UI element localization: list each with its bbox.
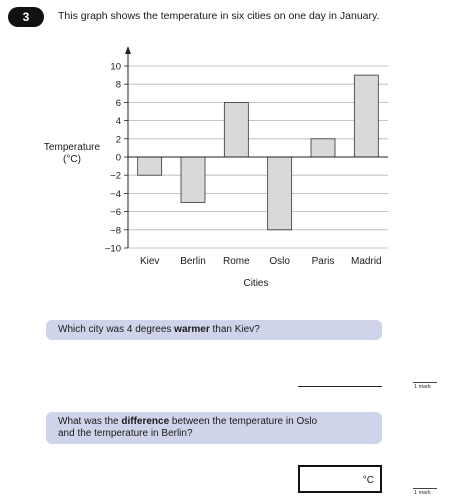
y-tick-label: 4	[115, 116, 121, 128]
y-axis-label-line2: (°C)	[63, 154, 81, 165]
q1-suffix: than Kiev?	[209, 324, 260, 335]
y-tick-label: 10	[110, 61, 121, 73]
question-1-prompt	[46, 320, 382, 340]
y-tick-label: −2	[110, 170, 121, 182]
bar-oslo	[268, 157, 292, 230]
q1-prefix: Which city was 4 degrees	[58, 324, 175, 335]
chart-y-tick-labels	[105, 62, 121, 255]
chart-bars	[138, 75, 379, 230]
chart-axes	[124, 46, 388, 248]
q1-mark-label: 1 mark	[414, 384, 431, 390]
q2-line1-suffix: between the temperature in Oslo	[169, 416, 318, 427]
y-tick-label: −4	[110, 188, 121, 200]
q2-mark-line	[413, 488, 437, 489]
q2-bold-word: difference	[121, 416, 170, 427]
question-2-prompt	[46, 412, 382, 444]
y-tick-label: −6	[110, 207, 121, 219]
q1-mark-line	[413, 382, 437, 383]
q2-mark-label: 1 mark	[414, 490, 431, 496]
bar-rome	[224, 102, 248, 157]
y-tick-label: 6	[115, 97, 121, 109]
bar-paris	[311, 139, 335, 157]
x-axis-label: Cities	[243, 278, 269, 289]
q2-unit-label: °C	[362, 475, 374, 486]
y-tick-label: 0	[115, 152, 121, 164]
question-number-badge: 3	[8, 7, 44, 27]
q1-answer-line[interactable]	[298, 386, 382, 387]
y-tick-label: 2	[115, 134, 121, 146]
q2-answer-box[interactable]	[298, 465, 382, 493]
q1-bold-word: warmer	[174, 324, 210, 335]
bar-madrid	[354, 75, 378, 157]
y-tick-label: −10	[104, 243, 121, 255]
y-axis-label	[38, 142, 106, 166]
x-tick-label: Oslo	[269, 256, 290, 267]
y-axis-arrowhead	[125, 46, 131, 54]
x-tick-label: Madrid	[351, 256, 382, 267]
y-tick-label: 8	[115, 79, 121, 91]
x-tick-label: Kiev	[139, 256, 160, 267]
y-tick-label: −8	[110, 225, 121, 237]
chart-x-tick-labels	[140, 256, 382, 267]
x-tick-label: Berlin	[180, 256, 206, 267]
q2-line2: and the temperature in Berlin?	[58, 428, 193, 439]
x-tick-label: Paris	[311, 256, 335, 267]
bar-berlin	[181, 157, 205, 203]
q2-line1-prefix: What was the	[58, 416, 122, 427]
x-tick-label: Rome	[222, 256, 250, 267]
y-axis-label-line1: Temperature	[43, 142, 101, 153]
question-intro: This graph shows the temperature in six cities on one day in January.	[58, 10, 380, 22]
bar-kiev	[138, 157, 162, 175]
